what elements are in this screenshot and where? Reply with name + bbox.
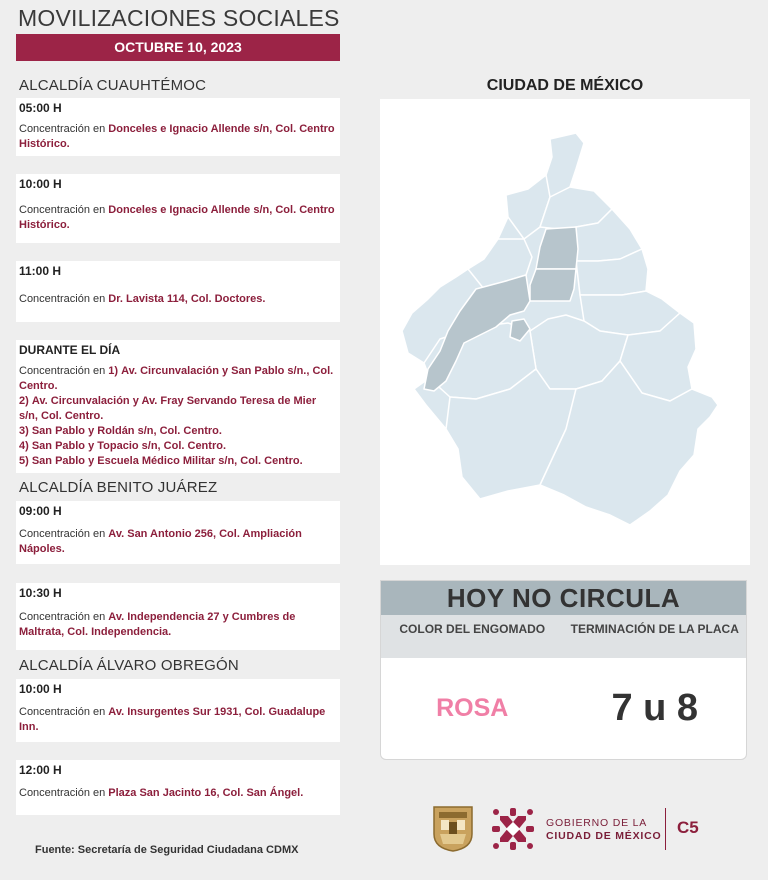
event-description: Concentración en Donceles e Ignacio Allende s/n, Col. Centro Histórico. [19, 204, 335, 231]
event-time: 10:30 H [19, 586, 62, 600]
c5-logo: C5 [677, 818, 699, 837]
sticker-color-value: ROSA [436, 694, 509, 722]
event-card [16, 174, 340, 243]
event-time: 12:00 H [19, 763, 62, 777]
hoy-no-circula-headers [381, 615, 746, 658]
list-item: Concentración en 1) Av. Circunvalación y San Pablo s/n., Col. Centro. [19, 365, 334, 392]
event-card [16, 98, 340, 156]
color-header: COLOR DEL ENGOMADO [399, 622, 546, 636]
page-title: MOVILIZACIONES SOCIALES [18, 5, 340, 31]
event-place: Av. Independencia 27 y Cumbres de Maltrata, Col. Independencia. [19, 611, 296, 638]
list-item: 3) San Pablo y Roldán s/n, Col. Centro. [19, 425, 222, 437]
list-item: 2) Av. Circunvalación y Av. Fray Servando Teresa de Mier s/n, Col. Centro. [19, 395, 317, 422]
event-card [16, 679, 340, 742]
alcaldia-heading-cuauhtemoc: ALCALDÍA CUAUHTÉMOC [19, 77, 207, 94]
gobierno-line-1: GOBIERNO DE LA [546, 817, 648, 829]
alcaldia-heading-benito-juarez: ALCALDÍA BENITO JUÁREZ [19, 479, 218, 496]
event-description: Concentración en Av. Independencia 27 y Cumbres de Maltrata, Col. Independencia. [19, 611, 296, 638]
event-description: Concentración en Av. San Antonio 256, Col. Ampliación Nápoles. [19, 528, 302, 555]
date-banner: OCTUBRE 10, 2023 [16, 34, 340, 61]
hoy-no-circula-title: HOY NO CIRCULA [381, 581, 746, 615]
plate-header: TERMINACIÓN DE LA PLACA [570, 622, 739, 636]
cdmx-map-svg [380, 99, 750, 565]
event-card [16, 261, 340, 322]
event-card [16, 501, 340, 564]
event-time: 10:00 H [19, 682, 62, 696]
during-day-card [16, 340, 340, 473]
logo-divider [665, 808, 666, 850]
event-time: 10:00 H [19, 177, 62, 191]
hoy-no-circula-values [381, 658, 746, 759]
event-place: Donceles e Ignacio Allende s/n, Col. Centro Histórico. [19, 123, 335, 150]
gobierno-cdmx-text [546, 817, 661, 843]
source-note: Fuente: Secretaría de Seguridad Ciudadana CDMX [35, 844, 299, 856]
event-place: Donceles e Ignacio Allende s/n, Col. Centro Histórico. [19, 204, 335, 231]
list-item: 4) San Pablo y Topacio s/n, Col. Centro. [19, 440, 226, 452]
event-card [16, 760, 340, 815]
event-description: Concentración en Av. Insurgentes Sur 1931, Col. Guadalupe Inn. [19, 706, 326, 733]
event-place: Av. San Antonio 256, Col. Ampliación Nápoles. [19, 528, 302, 555]
cdmx-map [380, 99, 750, 565]
map-highlight-benito-juarez [530, 269, 576, 301]
event-time: 05:00 H [19, 101, 62, 115]
event-place: Av. Insurgentes Sur 1931, Col. Guadalupe Inn. [19, 706, 326, 733]
event-description: Concentración en Dr. Lavista 114, Col. Doctores. [19, 293, 266, 305]
gobierno-line-2: CIUDAD DE MÉXICO [546, 830, 662, 842]
cdmx-government-logo-icon [488, 804, 538, 854]
event-place: Dr. Lavista 114, Col. Doctores. [108, 293, 266, 305]
map-title: CIUDAD DE MÉXICO [486, 77, 644, 94]
footer-logos [428, 800, 728, 856]
event-description: Concentración en Plaza San Jacinto 16, Col. San Ángel. [19, 787, 304, 799]
event-place: Plaza San Jacinto 16, Col. San Ángel. [108, 787, 304, 799]
during-day-heading: DURANTE EL DÍA [19, 343, 121, 357]
event-description: Concentración en Donceles e Ignacio Allende s/n, Col. Centro Histórico. [19, 123, 335, 150]
event-card [16, 583, 340, 650]
alcaldia-heading-alvaro-obregon: ALCALDÍA ÁLVARO OBREGÓN [19, 657, 239, 674]
plate-ending-value: 7 u 8 [611, 687, 699, 729]
event-time: 09:00 H [19, 504, 62, 518]
hoy-no-circula-panel [380, 580, 747, 760]
cdmx-coat-of-arms-icon [431, 804, 475, 852]
list-item: 5) San Pablo y Escuela Médico Militar s/n, Col. Centro. [19, 455, 303, 467]
event-time: 11:00 H [19, 264, 62, 278]
